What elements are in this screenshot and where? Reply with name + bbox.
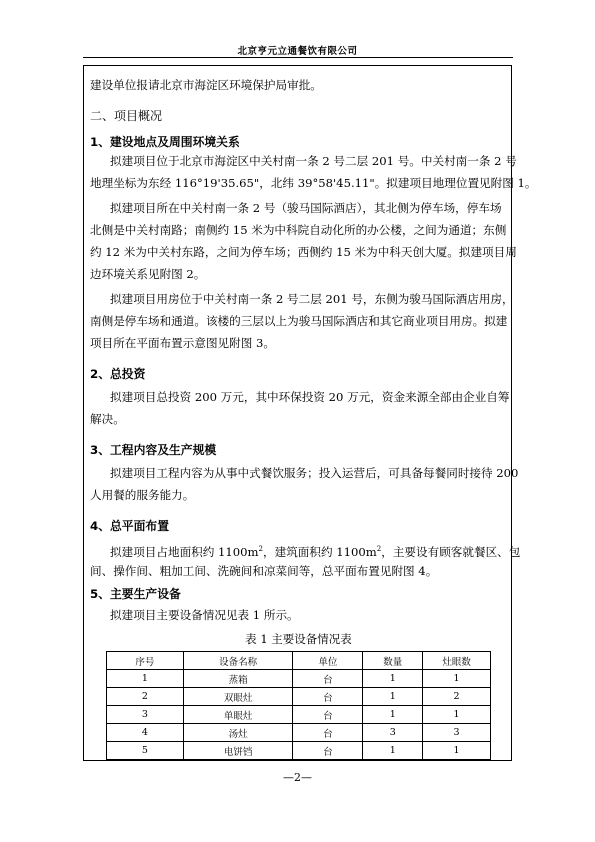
cell-burners: 3: [423, 724, 491, 742]
cell-burners: 1: [423, 742, 491, 760]
s1-p1-line1: 拟建项目位于北京市海淀区中关村南一条 2 号二层 201 号。中关村南一条 2 号: [110, 154, 517, 168]
s3-line1: 拟建项目工程内容为从事中式餐饮服务；投入运营后，可具备每餐同时接待 200: [110, 466, 519, 480]
page-number: —2—: [283, 771, 312, 784]
cell-equipment: 电饼铛: [183, 742, 293, 760]
company-header: 北京亨元立通餐饮有限公司: [237, 46, 358, 57]
cell-burners: 1: [423, 670, 491, 688]
cell-burners: 2: [423, 688, 491, 706]
col-header-index: 序号: [107, 652, 184, 670]
section-title: 二、项目概况: [90, 109, 163, 123]
s4-heading: 4、总平面布置: [90, 519, 169, 533]
header-rule: [83, 57, 513, 58]
superscript-2: 2: [376, 545, 382, 553]
cell-unit: 台: [293, 706, 363, 724]
table-row: [107, 742, 491, 760]
table-row: [107, 706, 491, 724]
s4-line2: 间、操作间、粗加工间、洗碗间和凉菜间等，总平面布置见附图 4。: [90, 564, 438, 578]
cell-equipment: 汤灶: [183, 724, 293, 742]
cell-index: 3: [107, 706, 184, 724]
s1-p3-line1: 拟建项目用房位于中关村南一条 2 号二层 201 号，东侧为骏马国际酒店用房，: [110, 292, 514, 306]
cell-unit: 台: [293, 742, 363, 760]
cell-quantity: 1: [363, 688, 423, 706]
cell-quantity: 3: [363, 724, 423, 742]
table-row: [107, 724, 491, 742]
superscript-2: 2: [258, 545, 263, 553]
cell-index: 2: [107, 688, 184, 706]
table-caption: 表 1 主要设备情况表: [245, 632, 352, 646]
cell-index: 1: [107, 670, 184, 688]
s2-line2: 解决。: [90, 412, 125, 426]
table-row: [107, 670, 491, 688]
s1-p2-line1: 拟建项目所在中关村南一条 2 号（骏马国际酒店），其北侧为停车场，停车场: [110, 201, 502, 215]
col-header-equipment: 设备名称: [183, 652, 293, 670]
cell-unit: 台: [293, 724, 363, 742]
s2-heading: 2、总投资: [90, 367, 146, 381]
s5-line1: 拟建项目主要设备情况见表 1 所示。: [110, 608, 299, 622]
col-header-burners: 灶眼数: [423, 652, 491, 670]
s4-line1-part-a: 拟建项目占地面积约 1100m: [110, 545, 259, 559]
s1-p1-line2: 地理坐标为东经 116°19'35.65"，北纬 39°58'45.11"。拟建项目地理位置见附图 1。: [90, 176, 537, 190]
s3-heading: 3、工程内容及生产规模: [90, 443, 217, 457]
table-header-row: [107, 652, 491, 670]
cell-quantity: 1: [363, 706, 423, 724]
equipment-table: [106, 651, 491, 760]
col-header-quantity: 数量: [363, 652, 423, 670]
s1-p2-line3: 约 12 米为中关村东路，之间为停车场；西侧约 15 米为中科天创大厦。拟建项目周: [90, 245, 517, 259]
cell-equipment: 蒸箱: [183, 670, 293, 688]
cell-quantity: 1: [363, 742, 423, 760]
s4-line1-part-b: ，建筑面积约 1100m: [263, 545, 377, 559]
intro-line: 建设单位报请北京市海淀区环境保护局审批。: [90, 78, 322, 92]
s5-heading: 5、主要生产设备: [90, 587, 181, 601]
s4-line1-part-c: ，主要设有顾客就餐区、包: [381, 545, 521, 559]
cell-burners: 1: [423, 706, 491, 724]
s1-p3-line2: 南侧是停车场和通道。该楼的三层以上为骏马国际酒店和其它商业项目用房。拟建: [90, 314, 508, 328]
document-frame: [83, 65, 537, 761]
cell-quantity: 1: [363, 670, 423, 688]
cell-unit: 台: [293, 670, 363, 688]
s1-heading: 1、建设地点及周围环境关系: [90, 135, 240, 149]
s3-line2: 人用餐的服务能力。: [90, 488, 195, 502]
cell-index: 5: [107, 742, 184, 760]
cell-equipment: 双眼灶: [183, 688, 293, 706]
table-row: [107, 688, 491, 706]
cell-unit: 台: [293, 688, 363, 706]
cell-equipment: 单眼灶: [183, 706, 293, 724]
s1-p3-line3: 项目所在平面布置示意图见附图 3。: [90, 336, 275, 350]
s1-p2-line2: 北侧是中关村南路；南侧约 15 米为中科院自动化所的办公楼，之间为通道；东侧: [90, 223, 507, 237]
s2-line1: 拟建项目总投资 200 万元，其中环保投资 20 万元，资金来源全部由企业自筹: [110, 390, 510, 404]
col-header-unit: 单位: [293, 652, 363, 670]
cell-index: 4: [107, 724, 184, 742]
s1-p2-line4: 边环境关系见附图 2。: [90, 267, 206, 281]
